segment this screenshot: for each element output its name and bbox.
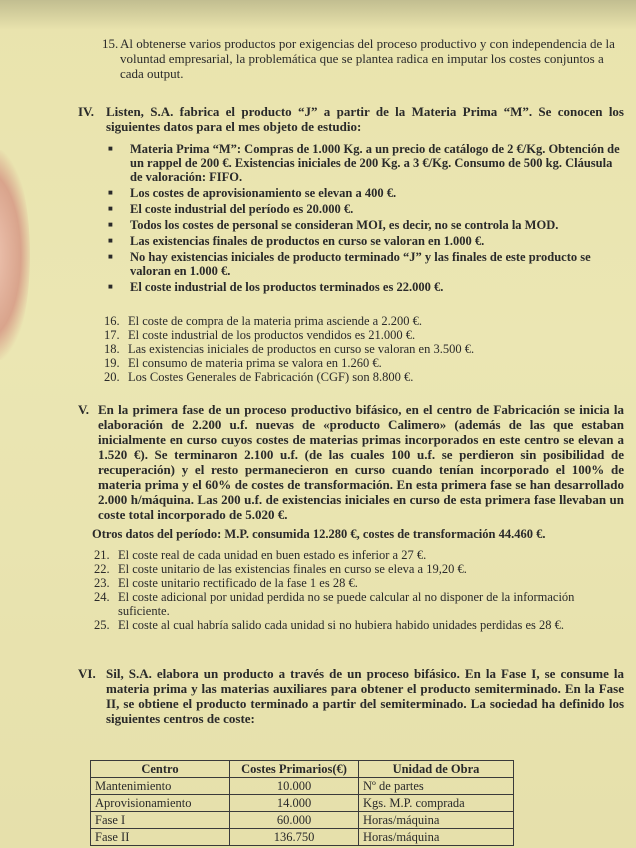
statement [104,328,604,342]
statement-text: El coste unitario de las existencias finales en curso se eleva a 19,20 €. [118,562,467,576]
thumb-shadow [0,150,30,360]
statement [104,342,604,356]
statement-number: 24. [94,590,110,604]
table-row [91,812,514,829]
statement [94,618,620,632]
table-row [91,778,514,795]
bullet-item: ■ El coste industrial de los productos terminados es 22.000 €. [108,280,622,294]
table-cell: 14.000 [230,795,359,812]
statement-text: El coste unitario rectificado de la fase 1 es 28 €. [118,576,358,590]
statement-number: 25. [94,618,110,632]
statement-text: El coste real de cada unidad en buen estado es inferior a 27 €. [118,548,427,562]
table-row [91,829,514,846]
statement-number: 20. [104,370,120,384]
bullet-item: ■ No hay existencias iniciales de producto terminado “J” y las finales de este producto se valoran en 1.000 €. [108,250,622,278]
table-cell: Fase I [91,812,230,829]
section-title-text: Sil, S.A. elabora un producto a través de un proceso bifásico. En la Fase I, se consume la materia prima y las materias auxiliares para obtener el producto semiterminado. En la Fase II, se obtiene el producto terminado a partir del semiterminado. La sociedad ha definido los siguientes centros de coste: [106,666,624,726]
statement-number: 21. [94,548,110,562]
statement [104,356,604,370]
statements-21-25 [94,548,620,632]
column-header: Centro [91,761,230,778]
section-roman: IV. [78,104,95,119]
section-v-heading [78,402,624,522]
statement [104,314,604,328]
statement-number: 16. [104,314,120,328]
statements-16-20 [104,314,604,384]
page-shadow [0,0,636,30]
statement [94,562,620,576]
section-roman: VI. [78,666,96,681]
table-cell: Horas/máquina [359,829,514,846]
statement-15 [102,36,624,81]
statement-text: Al obtenerse varios productos por exigencias del proceso productivo y con independencia de la voluntad empresarial, la problemática que se plantea radica en imputar los costes conjuntos a cada output. [120,36,615,81]
table-cell: Fase II [91,829,230,846]
statement [94,548,620,562]
bullet-item: ■ El coste industrial del período es 20.000 €. [108,202,622,216]
other-data-line: Otros datos del período: M.P. consumida 12.280 €, costes de transformación 44.460 €. [92,527,546,541]
table-cell: 60.000 [230,812,359,829]
statement-number: 15. [102,36,119,51]
statement-number: 19. [104,356,120,370]
section-title-text: En la primera fase de un proceso productivo bifásico, en el centro de Fabricación se inicia la elaboración de 2.200 u.f. nuevas de «producto Calimero» (además de las que estaban inicialmente en curso cuyos costes de materias primas incorporados en este centro se elevan a 1.520 €). Se terminaron 2.100 u.f. (de las cuales 100 u.f. se perdieron sin posibilidad de recuperación) y el resto permanecieron en curso cuando tenían incorporado el 100% de materia prima y el 60% de costes de transformación. En esta primera fase se han desarrollado 2.000 h/máquina. Las 200 u.f. de existencias iniciales en curso de esta primera fase llevaban un coste total incorporado de 5.020 €. [98,402,624,522]
table-cell: Horas/máquina [359,812,514,829]
statement-text: El consumo de materia prima se valora en 1.260 €. [128,356,382,370]
table-row [91,795,514,812]
section-title-text: Listen, S.A. fabrica el producto “J” a partir de la Materia Prima “M”. Se conocen los siguientes datos para el mes objeto de estudio: [106,104,624,134]
data-bullet-list [108,142,622,296]
table-header-row [91,761,514,778]
statement [94,590,620,618]
statement [94,576,620,590]
statement-number: 17. [104,328,120,342]
statement [104,370,604,384]
table-cell: Aprovisionamiento [91,795,230,812]
statement-number: 18. [104,342,120,356]
section-vi-heading [78,666,624,726]
bullet-item: ■ Las existencias finales de productos en curso se valoran en 1.000 €. [108,234,622,248]
statement-number: 23. [94,576,110,590]
statement-text: Las existencias iniciales de productos en curso se valoran en 3.500 €. [128,342,475,356]
cost-centers-table [90,760,514,846]
table-cell: 10.000 [230,778,359,795]
statement-text: El coste adicional por unidad perdida no se puede calcular al no disponer de la información suficiente. [118,590,575,618]
table-cell: Mantenimiento [91,778,230,795]
bullet-item: ■ Los costes de aprovisionamiento se elevan a 400 €. [108,186,622,200]
table-cell: 136.750 [230,829,359,846]
statement-text: El coste industrial de los productos vendidos es 21.000 €. [128,328,416,342]
table-cell: Kgs. M.P. comprada [359,795,514,812]
column-header: Unidad de Obra [359,761,514,778]
statement-text: El coste al cual habría salido cada unidad si no hubiera habido unidades perdidas es 28 €. [118,618,565,632]
column-header: Costes Primarios(€) [230,761,359,778]
section-iv-heading [78,104,624,134]
statement-number: 22. [94,562,110,576]
bullet-item: ■ Materia Prima “M”: Compras de 1.000 Kg. a un precio de catálogo de 2 €/Kg. Obtención de un rappel de 200 €. Existencias iniciales de 200 Kg. a 3 €/Kg. Consumo de 500 kg. Cláusula de valoración: FIFO. [108,142,622,184]
section-roman: V. [78,402,89,417]
table-cell: Nº de partes [359,778,514,795]
statement-text: El coste de compra de la materia prima asciende a 2.200 €. [128,314,422,328]
bullet-item: ■ Todos los costes de personal se consideran MOI, es decir, no se controla la MOD. [108,218,622,232]
statement-text: Los Costes Generales de Fabricación (CGF) son 8.800 €. [128,370,414,384]
